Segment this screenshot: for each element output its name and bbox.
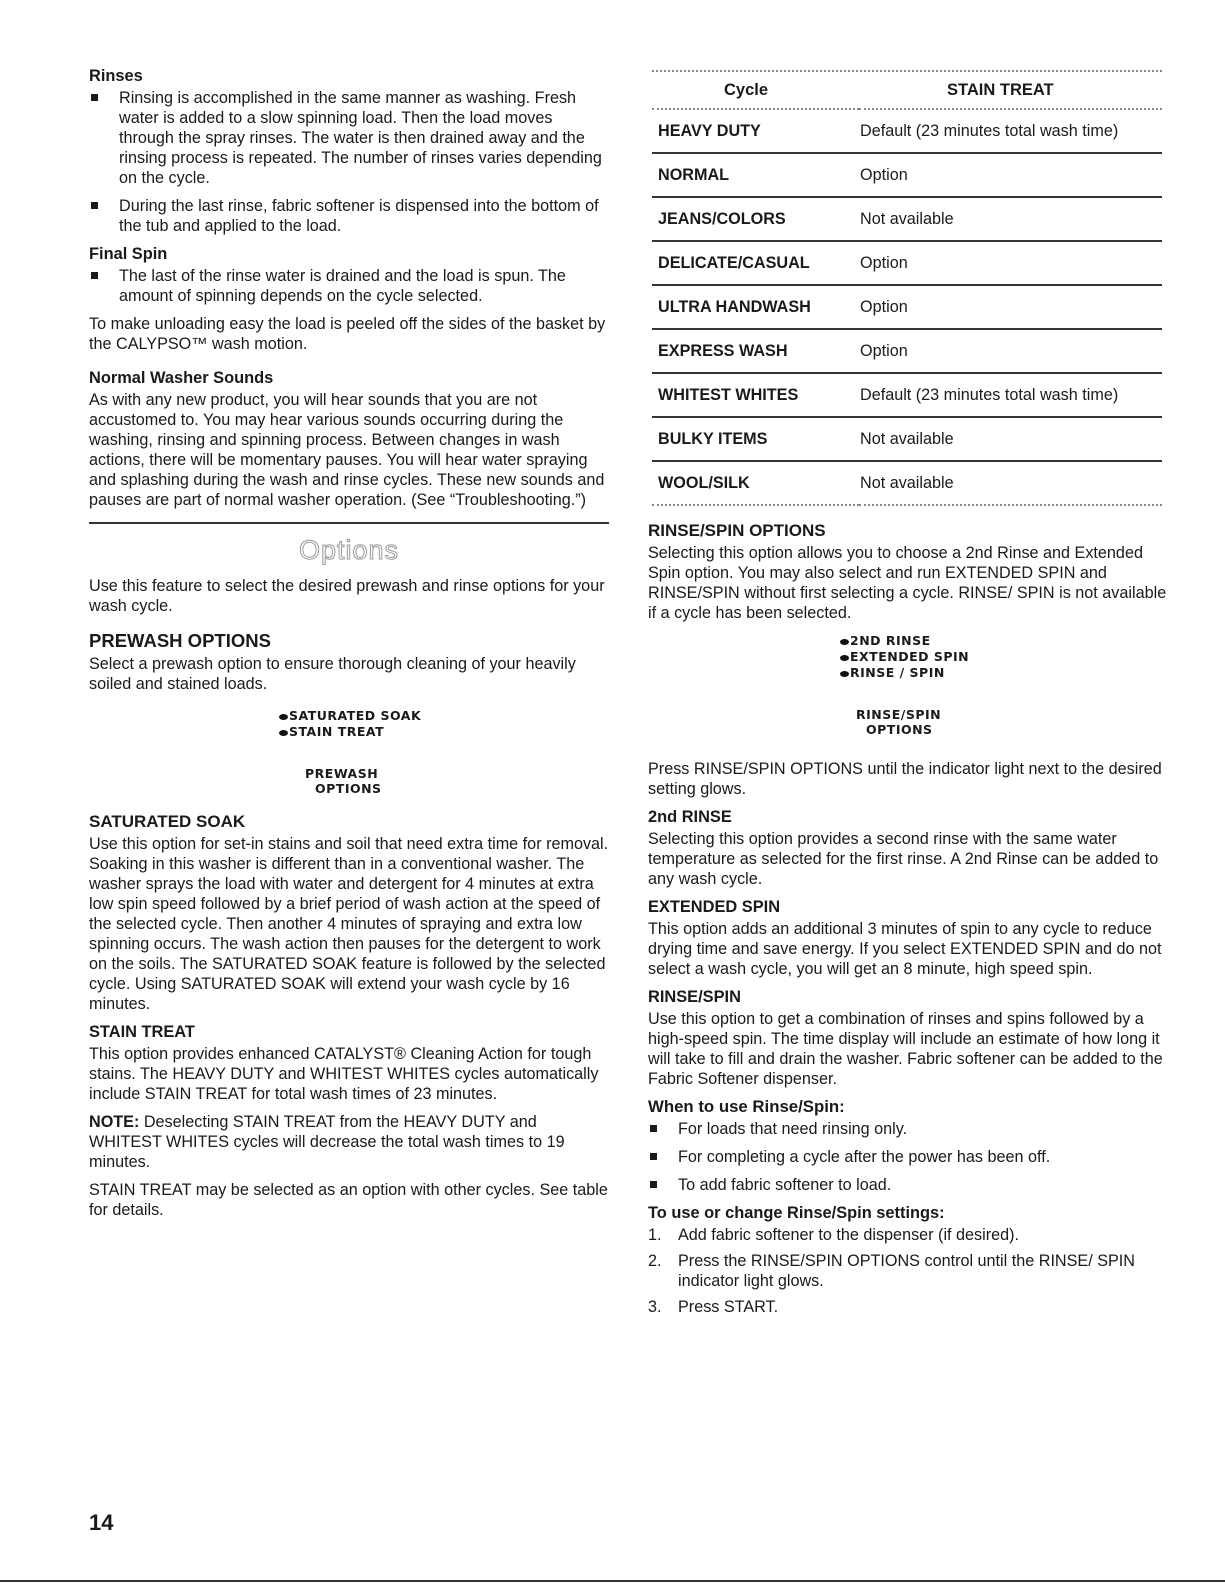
steps-list [648, 1225, 1170, 1317]
when-list [648, 1119, 1170, 1195]
rinse-spin-sub-heading: RINSE/SPIN [648, 988, 741, 1006]
indicator-light-icon [279, 714, 288, 720]
table-row: NORMAL Option [652, 153, 1162, 197]
soak-heading: SATURATED SOAK [89, 812, 246, 831]
prewash-heading: PREWASH OPTIONS [89, 630, 271, 651]
rinse-spin-sub-text: Use this option to get a combination of rinses and spins followed by a high-speed spin. The time display will include an estimate of how long it will take to fill and drain the washer. Fabric softener can be added to the Fabric Softener dispenser. [648, 1010, 1163, 1088]
prewash-option-stain[interactable]: STAIN TREAT [279, 724, 609, 740]
prewash-panel [279, 708, 609, 796]
table-row: BULKY ITEMS Not available [652, 417, 1162, 461]
list-item: For completing a cycle after the power has been off. [648, 1147, 1170, 1167]
rinse-spin-text: Selecting this option allows you to choose a 2nd Rinse and Extended Spin option. You may also select and run EXTENDED SPIN and RINSE/SPIN without first selecting a cycle. RINSE/ SPIN is not available if a cycle has been selected. [648, 544, 1167, 622]
table-header-cycle: Cycle [652, 72, 859, 109]
page-bottom-rule [0, 1580, 1225, 1582]
cycle-table [652, 72, 1162, 506]
table-row: WOOL/SILK Not available [652, 461, 1162, 505]
table-row: HEAVY DUTY Default (23 minutes total wash time) [652, 109, 1162, 153]
stain-extra-text: STAIN TREAT may be selected as an option with other cycles. See table for details. [89, 1181, 608, 1219]
final-spin-list [89, 266, 609, 306]
sounds-heading: Normal Washer Sounds [89, 369, 274, 387]
prewash-options-button[interactable]: PREWASH OPTIONS [305, 766, 382, 796]
rinse-option-extended-spin[interactable]: EXTENDED SPIN [840, 649, 1170, 665]
soak-text: Use this option for set-in stains and soil that need extra time for removal. Soaking in this washer is different than in a conventional washer. The washer sprays the load with water and detergent for 4 minutes at extra low spin speed followed by a brief period of wash action at the speed of the selected cycle. Then another 4 minutes of spraying and extra low spinning occurs. The wash action then pauses for the detergent to work on the soils. The SATURATED SOAK feature is followed by the selected cycle. Using SATURATED SOAK will extend your wash cycle by 16 minutes. [89, 835, 609, 1013]
indicator-light-icon [840, 639, 849, 645]
rinse-option-2nd-rinse[interactable]: 2ND RINSE [840, 633, 1170, 649]
prewash-text: Select a prewash option to ensure thorough cleaning of your heavily soiled and stained loads. [89, 655, 576, 693]
stain-heading: STAIN TREAT [89, 1023, 195, 1041]
list-item: Rinsing is accomplished in the same manner as washing. Fresh water is added to a slow spinning load. Then the load moves through the spray rinses. The water is then drained away and the rinsing process is repeated. The number of rinses varies depending on the cycle. [89, 88, 609, 188]
right-column [648, 70, 1170, 1323]
final-spin-heading: Final Spin [89, 245, 168, 263]
unloading-text: To make unloading easy the load is peeled off the sides of the basket by the CALYPSO™ wash motion. [89, 315, 606, 353]
indicator-light-icon [840, 671, 849, 677]
indicator-light-icon [840, 655, 849, 661]
rinses-list [89, 88, 609, 236]
sounds-text: As with any new product, you will hear sounds that you are not accustomed to. You may hear various sounds occurring during the washing, rinsing and spinning process. Between changes in wash actions, there will be momentary pauses. You will hear water spraying and splashing during the wash and rinse cycles. These new sounds and pauses are part of normal washer operation. (See “Troubleshooting.”) [89, 391, 605, 509]
second-rinse-heading: 2nd RINSE [648, 808, 732, 826]
rinse-option-rinse-spin[interactable]: RINSE / SPIN [840, 665, 1170, 681]
rinses-heading: Rinses [89, 67, 143, 85]
extended-spin-heading: EXTENDED SPIN [648, 898, 781, 916]
page-number: 14 [89, 1510, 114, 1535]
table-header-stain-treat: STAIN TREAT [859, 72, 1162, 109]
table-row: EXPRESS WASH Option [652, 329, 1162, 373]
list-item: The last of the rinse water is drained and the load is spun. The amount of spinning depends on the cycle selected. [89, 266, 609, 306]
note-text: NOTE: Deselecting STAIN TREAT from the HEAVY DUTY and WHITEST WHITES cycles will decrease the total wash times to 19 minutes. [89, 1113, 565, 1171]
when-heading: When to use Rinse/Spin: [648, 1097, 845, 1116]
section-divider [89, 522, 609, 524]
second-rinse-text: Selecting this option provides a second rinse with the same water temperature as selected for the first rinse. A 2nd Rinse can be added to any wash cycle. [648, 830, 1159, 888]
rinse-spin-options-button[interactable]: RINSE/SPIN OPTIONS [856, 707, 942, 737]
press-text: Press RINSE/SPIN OPTIONS until the indicator light next to the desired setting glows. [648, 760, 1162, 798]
table-row: ULTRA HANDWASH Option [652, 285, 1162, 329]
table-row: WHITEST WHITES Default (23 minutes total wash time) [652, 373, 1162, 417]
options-intro: Use this feature to select the desired prewash and rinse options for your wash cycle. [89, 577, 605, 615]
table-row: JEANS/COLORS Not available [652, 197, 1162, 241]
list-item: 1. Add fabric softener to the dispenser (if desired). [648, 1226, 1020, 1244]
indicator-light-icon [279, 730, 288, 736]
list-item: During the last rinse, fabric softener is dispensed into the bottom of the tub and applied to the load. [89, 196, 609, 236]
change-heading: To use or change Rinse/Spin settings: [648, 1204, 945, 1222]
options-title: Options [298, 535, 400, 565]
list-item: 3. Press START. [648, 1298, 779, 1316]
stain-text: This option provides enhanced CATALYST® Cleaning Action for tough stains. The HEAVY DUTY and WHITEST WHITES cycles automatically include STAIN TREAT for total wash times of 23 minutes. [89, 1045, 599, 1103]
prewash-option-soak[interactable]: SATURATED SOAK [279, 708, 609, 724]
extended-spin-text: This option adds an additional 3 minutes of spin to any cycle to reduce drying time and save energy. If you select EXTENDED SPIN and do not select a wash cycle, you will get an 8 minute, high speed spin. [648, 920, 1162, 978]
list-item: 2. Press the RINSE/SPIN OPTIONS control until the RINSE/ SPIN indicator light glows. [648, 1252, 1135, 1290]
list-item: To add fabric softener to load. [648, 1175, 1170, 1195]
left-column [89, 66, 609, 1228]
table-row: DELICATE/CASUAL Option [652, 241, 1162, 285]
rinse-spin-heading: RINSE/SPIN OPTIONS [648, 521, 826, 540]
rinse-spin-panel [840, 633, 1170, 737]
list-item: For loads that need rinsing only. [648, 1119, 1170, 1139]
table-header-row [652, 72, 1162, 109]
